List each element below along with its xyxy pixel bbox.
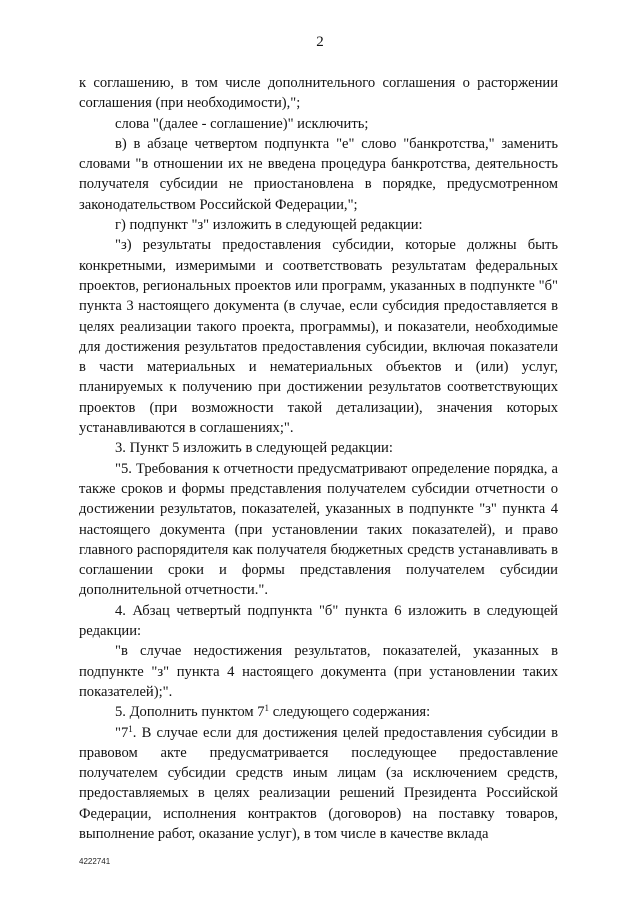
paragraph-text: 5. Дополнить пунктом 7 [115, 704, 265, 721]
paragraph: г) подпункт "з" изложить в следующей редакции: [115, 217, 423, 234]
paragraph: "5. Требования к отчетности предусматривают определение порядка, а также сроков и формы представления получателем субсидии отчетности о достижении результатов, показателей, указанных в подпункте "з" пункта 4 настоящего документа (при установлении таких показателей), и право главного распорядителя как получателя бюджетных средств устанавливать в соглашении сроки и формы представления получателем субсидии дополнительной отчетности.". [79, 460, 558, 599]
document-body [79, 73, 558, 844]
paragraph: 4. Абзац четвертый подпункта "б" пункта 6 изложить в следующей редакции: [79, 602, 558, 640]
superscript: 1 [264, 703, 270, 714]
paragraph: "в случае недостижения результатов, показателей, указанных в подпункте "з" пункта 4 настоящего документа (при установлении таких показателей);". [79, 643, 558, 700]
paragraph: к соглашению, в том числе дополнительного соглашения о расторжении соглашения (при необходимости),"; [79, 75, 558, 112]
paragraph-text: следующего содержания: [269, 704, 431, 721]
paragraph: в) в абзаце четвертом подпункта "е" слово "банкротства," заменить словами "в отношении их не введена процедура банкротства, деятельность получателя субсидии не приостановлена в порядке, предусмотренном законодательством Российской Федерации,"; [79, 135, 558, 213]
paragraph: 3. Пункт 5 изложить в следующей редакции: [115, 440, 393, 457]
superscript: 1 [128, 723, 133, 734]
paragraph-text: "7 [115, 724, 129, 741]
paragraph: "з) результаты предоставления субсидии, которые должны быть конкретными, измеримыми и соответствовать результатам федеральных проектов, региональных проектов или программ, указанных в подпункте "б" пункта 3 настоящего документа (в случае, если субсидия предоставляется в целях реализации такого проекта, программы), и показатели, необходимые для достижения результатов предоставления субсидии, включая показатели в части материальных и нематериальных объектов и (или) услуг, планируемых к получению при достижении результатов соответствующих проектов (при возможности такой детализации), значения которых устанавливаются в соглашениях;". [79, 237, 558, 437]
paragraph: слова "(далее - соглашение)" исключить; [115, 115, 369, 132]
paragraph-with-superscript [79, 702, 558, 722]
document-id: 4222741 [79, 857, 111, 866]
page-number: 2 [316, 34, 324, 50]
paragraph-with-superscript [79, 723, 558, 845]
paragraph-text: . В случае если для достижения целей предоставления субсидии в правовом акте предусматривается последующее предоставление получателем субсидии средств иным лицам (за исключением средств, предоставляемых в целях реализации решений Президента Российской Федерации, исполнения контрактов (договоров) на поставку товаров, выполнение работ, оказание услуг), в том числе в качестве вклада [79, 724, 558, 842]
